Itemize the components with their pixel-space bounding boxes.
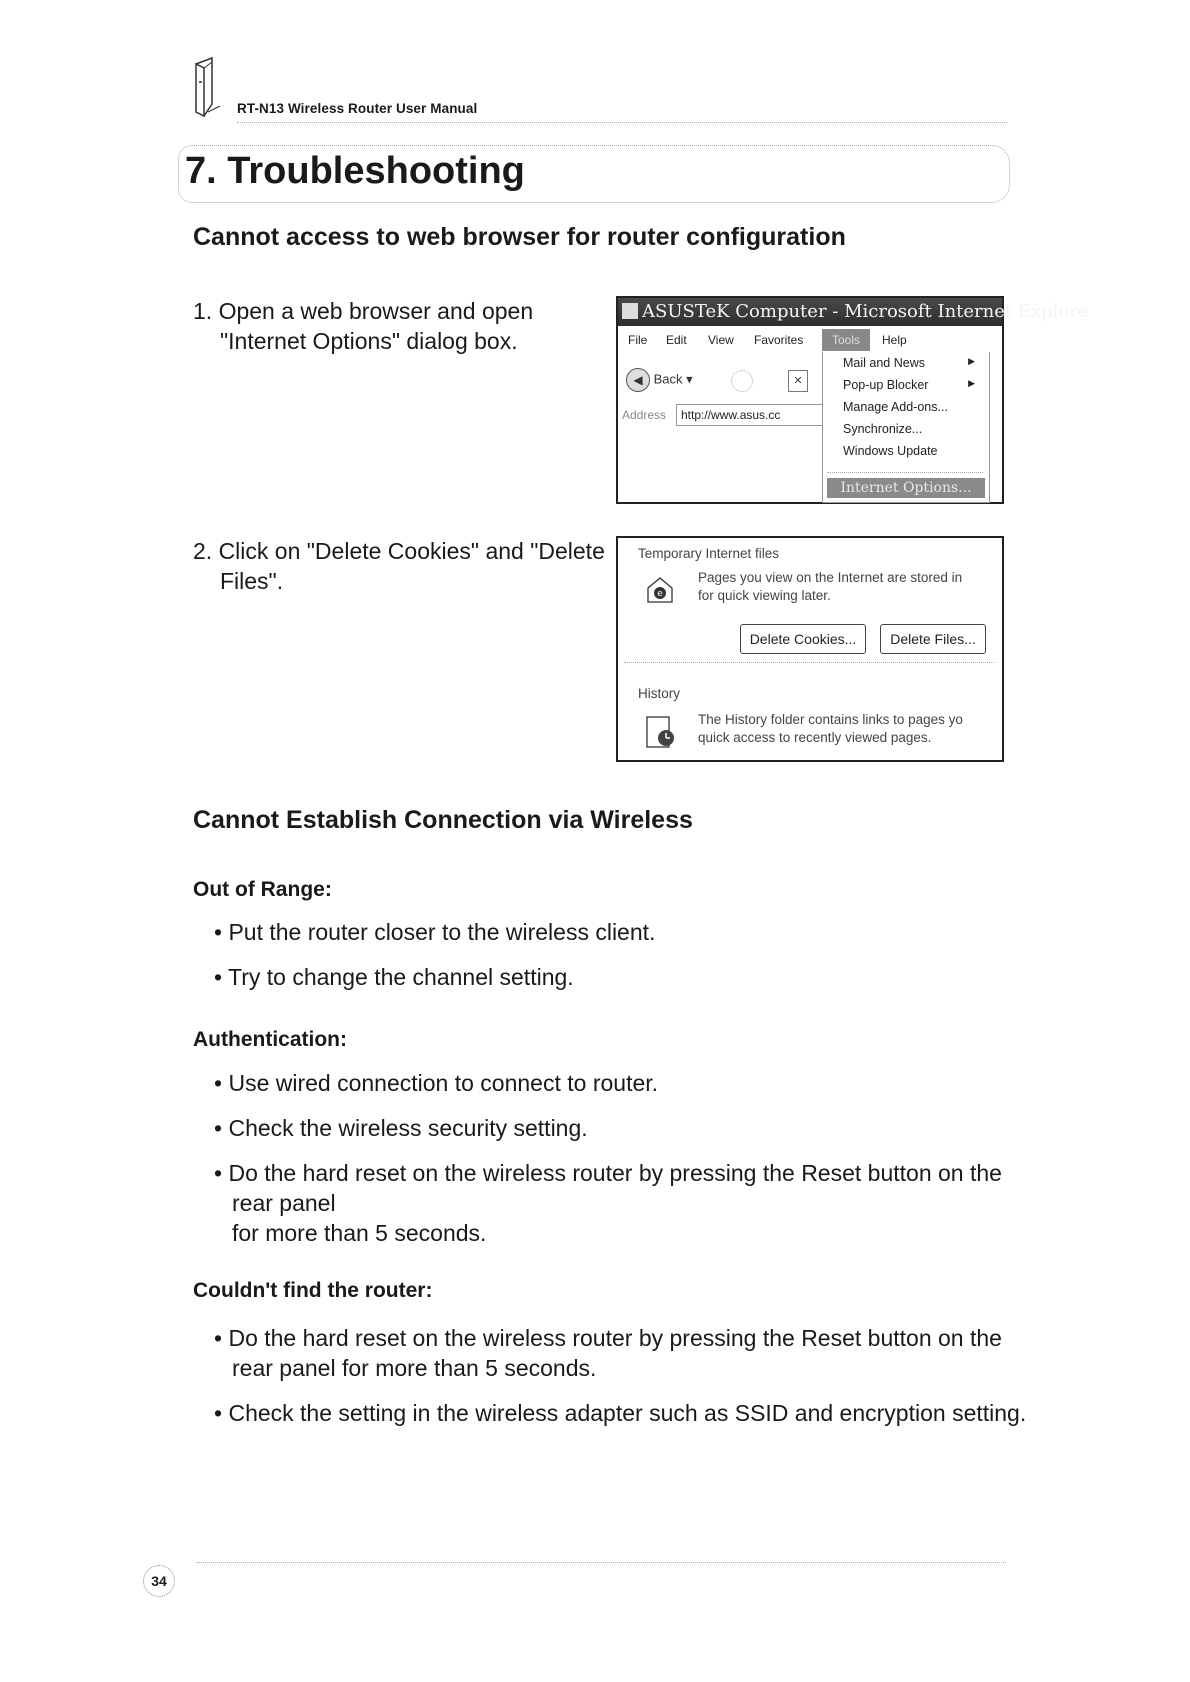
delete-files-button[interactable]: Delete Files... — [880, 624, 986, 654]
menu-view[interactable]: View — [708, 333, 734, 347]
ie-folder-icon — [644, 574, 676, 606]
wireless-issue-heading: Cannot Establish Connection via Wireless — [193, 806, 693, 834]
header-divider — [237, 122, 1007, 123]
menu-tools[interactable]: Tools — [822, 329, 870, 351]
history-icon — [644, 714, 676, 750]
svg-text:e: e — [657, 589, 663, 599]
step2-line2: Files". — [220, 568, 284, 594]
address-input[interactable]: http://www.asus.cc — [676, 404, 824, 426]
history-label: History — [638, 686, 681, 701]
list-item-continuation: rear panel for more than 5 seconds. — [232, 1355, 597, 1381]
temp-files-text-line2: for quick viewing later. — [698, 588, 831, 603]
address-label: Address — [622, 408, 667, 422]
history-text-line1: The History folder contains links to pages yo — [698, 712, 963, 727]
list-item: • Check the wireless security setting. — [214, 1115, 588, 1141]
menu-item-windows-update[interactable]: Windows Update — [843, 444, 938, 458]
menu-help[interactable]: Help — [882, 333, 907, 347]
list-item: • Do the hard reset on the wireless router by pressing the Reset button on the — [214, 1325, 1002, 1351]
tools-dropdown-menu — [822, 352, 990, 503]
list-item: • Use wired connection to connect to router. — [214, 1070, 659, 1096]
list-item: • Try to change the channel setting. — [214, 964, 574, 990]
temp-files-text-line1: Pages you view on the Internet are stored in — [698, 570, 963, 585]
history-description — [698, 711, 963, 747]
menu-edit[interactable]: Edit — [666, 333, 687, 347]
delete-cookies-button[interactable]: Delete Cookies... — [740, 624, 866, 654]
ie-back-button[interactable]: ◀ Back ▾ — [626, 368, 693, 392]
list-item-continuation: rear panel — [232, 1190, 336, 1216]
menu-item-internet-options[interactable]: Internet Options... — [827, 478, 985, 498]
list-item-continuation: for more than 5 seconds. — [232, 1220, 487, 1246]
menu-item-popup-blocker[interactable]: Pop-up Blocker ▶ — [843, 378, 975, 392]
list-item: • Put the router closer to the wireless client. — [214, 919, 656, 945]
submenu-arrow-icon: ▶ — [968, 378, 975, 388]
internet-options-screenshot — [616, 536, 1004, 762]
menu-separator — [827, 472, 983, 473]
history-text-line2: quick access to recently viewed pages. — [698, 730, 932, 745]
browser-issue-heading: Cannot access to web browser for router configuration — [193, 223, 846, 251]
menu-item-manage-addons[interactable]: Manage Add-ons... — [843, 400, 948, 414]
authentication-heading: Authentication: — [193, 1028, 347, 1051]
ie-tools-menu-screenshot — [616, 296, 1089, 504]
manual-title: RT-N13 Wireless Router User Manual — [237, 101, 478, 116]
step1-line1: 1. Open a web browser and open — [193, 298, 534, 324]
menu-item-mail-and-news[interactable]: Mail and News ▶ — [843, 356, 975, 370]
section-title: 7. Troubleshooting — [185, 150, 525, 192]
ie-window-title: ASUSTeK Computer - Microsoft Internet Explore — [642, 301, 1089, 322]
page-number: 34 — [143, 1565, 175, 1597]
menu-item-synchronize[interactable]: Synchronize... — [843, 422, 923, 436]
menu-favorites[interactable]: Favorites — [754, 333, 804, 347]
submenu-arrow-icon: ▶ — [968, 356, 975, 366]
step1-line2: "Internet Options" dialog box. — [220, 328, 518, 354]
ie-menu-bar — [618, 328, 1002, 352]
out-of-range-heading: Out of Range: — [193, 878, 332, 901]
stop-icon[interactable]: ✕ — [788, 370, 808, 392]
list-item: • Check the setting in the wireless adapter such as SSID and encryption setting. — [214, 1400, 1027, 1426]
step2-line1: 2. Click on "Delete Cookies" and "Delete — [193, 538, 605, 564]
footer-divider — [196, 1562, 1006, 1563]
forward-arrow-icon[interactable] — [731, 370, 753, 392]
back-label: Back — [653, 371, 683, 387]
router-not-found-heading: Couldn't find the router: — [193, 1279, 433, 1302]
options-divider — [624, 662, 994, 663]
router-icon — [190, 56, 222, 118]
menu-file[interactable]: File — [628, 333, 648, 347]
back-arrow-icon: ◀ — [626, 368, 650, 392]
ie-title-bar — [618, 298, 1089, 326]
temp-files-description — [698, 569, 962, 605]
list-item: • Do the hard reset on the wireless router by pressing the Reset button on the — [214, 1160, 1002, 1186]
temp-files-label: Temporary Internet files — [638, 546, 780, 561]
ie-logo-icon — [622, 303, 638, 319]
